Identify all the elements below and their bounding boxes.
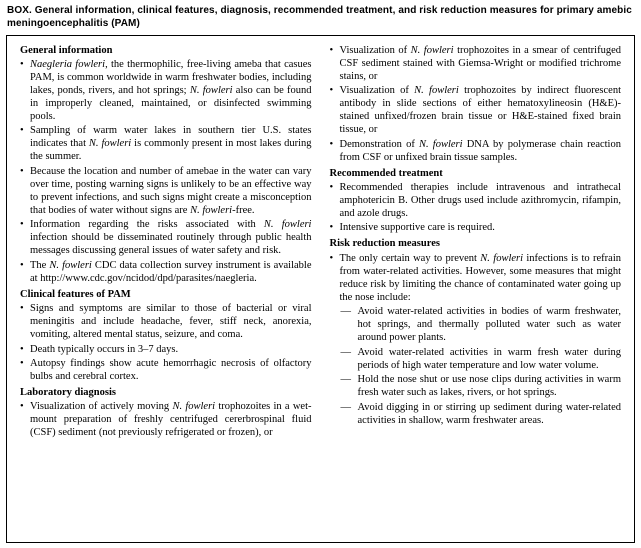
- section-heading: General information: [20, 44, 113, 56]
- bullet-marker: •: [20, 401, 24, 413]
- bullet-item: [330, 181, 622, 220]
- item-text: Avoid water-related activities in bodies of warm freshwater, hot springs, and thermally polluted water such as water around power plants.: [357, 306, 621, 344]
- dash-marker: —: [340, 401, 351, 413]
- italic-species-name: N. fowleri: [190, 204, 233, 216]
- bullet-marker: •: [20, 58, 24, 70]
- italic-species-name: Naegleria fowleri: [30, 58, 106, 70]
- section-heading: Laboratory diagnosis: [20, 387, 116, 399]
- column-left: [20, 44, 312, 534]
- bullet-item: [330, 84, 622, 136]
- item-text: Avoid digging in or stirring up sediment during water-related activities in shallow, warm freshwater areas.: [357, 401, 621, 426]
- italic-species-name: N. fowleri: [88, 138, 132, 150]
- bullet-item: [20, 58, 312, 123]
- section-heading: Clinical features of PAM: [20, 288, 131, 300]
- item-text: Autopsy findings show acute hemorrhagic necrosis of olfactory bulbs and cerebral cortex.: [30, 358, 312, 383]
- bullet-item: [20, 124, 312, 163]
- info-box: [6, 35, 635, 543]
- bullet-marker: •: [20, 125, 24, 137]
- item-text: Death typically occurs in 3–7 days.: [30, 343, 179, 355]
- dash-item: [330, 373, 622, 399]
- item-text: Visualization of N. fowleri trophozoites in a smear of centrifuged CSF sediment stained with Giemsa-Wright or modified trichrome stains, or: [339, 44, 621, 82]
- bullet-marker: •: [329, 252, 334, 264]
- italic-species-name: N. fowleri: [410, 44, 454, 56]
- dash-marker: —: [340, 346, 351, 358]
- bullet-item: [330, 44, 622, 83]
- bullet-item: [20, 343, 312, 356]
- bullet-marker: •: [329, 138, 334, 150]
- item-text: Hold the nose shut or use nose clips during activities in warm fresh water such as lakes, rivers, or hot springs.: [357, 374, 621, 399]
- italic-species-name: N. fowleri: [172, 401, 216, 413]
- bullet-marker: •: [20, 259, 24, 271]
- bullet-marker: •: [20, 303, 24, 315]
- bullet-item: [20, 259, 312, 285]
- section-heading: Risk reduction measures: [329, 238, 440, 250]
- italic-species-name: N. fowleri: [263, 219, 312, 231]
- bullet-marker: •: [20, 358, 24, 370]
- bullet-item: [20, 218, 312, 257]
- item-text: Because the location and number of amebae in the water can vary over time, posting warning signs is unlikely to be an effective way to prevent infections, and such signs might create a misconception that bodies of water without signs are N. fowleri-free.: [30, 165, 312, 216]
- dash-item: [330, 305, 622, 344]
- item-text: Signs and symptoms are similar to those of bacterial or viral meningitis and include headache, fever, stiff neck, anorexia, vomiting, altered mental status, seizure, and coma.: [30, 303, 312, 341]
- dash-item: [330, 401, 622, 427]
- dash-marker: —: [340, 306, 351, 318]
- item-text: Visualization of N. fowleri trophozoites by indirect fluorescent antibody in slide sections of either hematoxylineosin (H&E)-stained unfixed/frozen brain tissue or H&E-stained fixed brain tissue, or: [339, 85, 621, 136]
- bullet-item: [20, 302, 312, 341]
- italic-species-name: N. fowleri: [189, 84, 233, 96]
- bullet-item: [20, 165, 312, 217]
- bullet-marker: •: [20, 343, 24, 355]
- column-right: [330, 44, 622, 534]
- bullet-marker: •: [329, 44, 334, 56]
- item-text: Recommended therapies include intravenous and intrathecal amphotericin B. Other drugs used include azithromycin, rifampin, and azole drugs.: [339, 181, 621, 219]
- item-text: Visualization of actively moving N. fowleri trophozoites in a wet-mount preparation of freshly centrifuged cererbrospinal fluid (CSF) sediment (not previously refrigerated or frozen), or: [30, 401, 312, 439]
- bullet-item: [330, 221, 622, 234]
- italic-species-name: N. fowleri: [414, 85, 459, 97]
- item-text: Intensive supportive care is required.: [339, 222, 495, 234]
- bullet-marker: •: [20, 165, 24, 177]
- item-text: Demonstration of N. fowleri DNA by polymerase chain reaction from CSF or unfixed brain tissue samples.: [339, 138, 621, 163]
- bullet-item: [20, 357, 312, 383]
- bullet-marker: •: [329, 85, 334, 97]
- item-text: The N. fowleri CDC data collection survey instrument is available at http://www.cdc.gov/ncidod/dpd/parasites/naegleria.: [30, 259, 312, 284]
- dash-marker: —: [340, 374, 351, 386]
- bullet-marker: •: [20, 219, 24, 231]
- bullet-item: [330, 252, 622, 304]
- bullet-item: [20, 400, 312, 439]
- item-text: The only certain way to prevent N. fowleri infections is to refrain from water-related activities. However, some measures that might reduce risk by limiting the chance of contaminated water going up the nose include:: [339, 252, 621, 303]
- bullet-marker: •: [329, 222, 334, 234]
- box-title: BOX. General information, clinical features, diagnosis, recommended treatment, and risk reduction measures for primary amebic meningoencephalitis (PAM): [7, 5, 632, 29]
- dash-item: [330, 346, 622, 372]
- item-text: Information regarding the risks associated with N. fowleri infection should be disseminated routinely through public health messages discussing general issues of water safety and risk.: [30, 219, 312, 257]
- italic-species-name: N. fowleri: [480, 252, 524, 264]
- italic-species-name: N. fowleri: [49, 259, 92, 271]
- italic-species-name: N. fowleri: [418, 138, 463, 150]
- item-text: Avoid water-related activities in warm fresh water during periods of high water temperature and low water volume.: [357, 346, 621, 371]
- section-heading: Recommended treatment: [329, 167, 443, 179]
- bullet-marker: •: [329, 181, 334, 193]
- item-text: Naegleria fowleri, the thermophilic, free-living ameba that casues PAM, is common worldwide in warm freshwater bodies, including lakes, ponds, rivers, and hot springs; N. fowleri also can be found in improperly cleaned, maintained, or disinfected swimming pools.: [30, 58, 312, 122]
- item-text: Sampling of warm water lakes in southern tier U.S. states indicates that N. fowleri is commonly present in most lakes during the summer.: [30, 125, 312, 163]
- bullet-item: [330, 138, 622, 164]
